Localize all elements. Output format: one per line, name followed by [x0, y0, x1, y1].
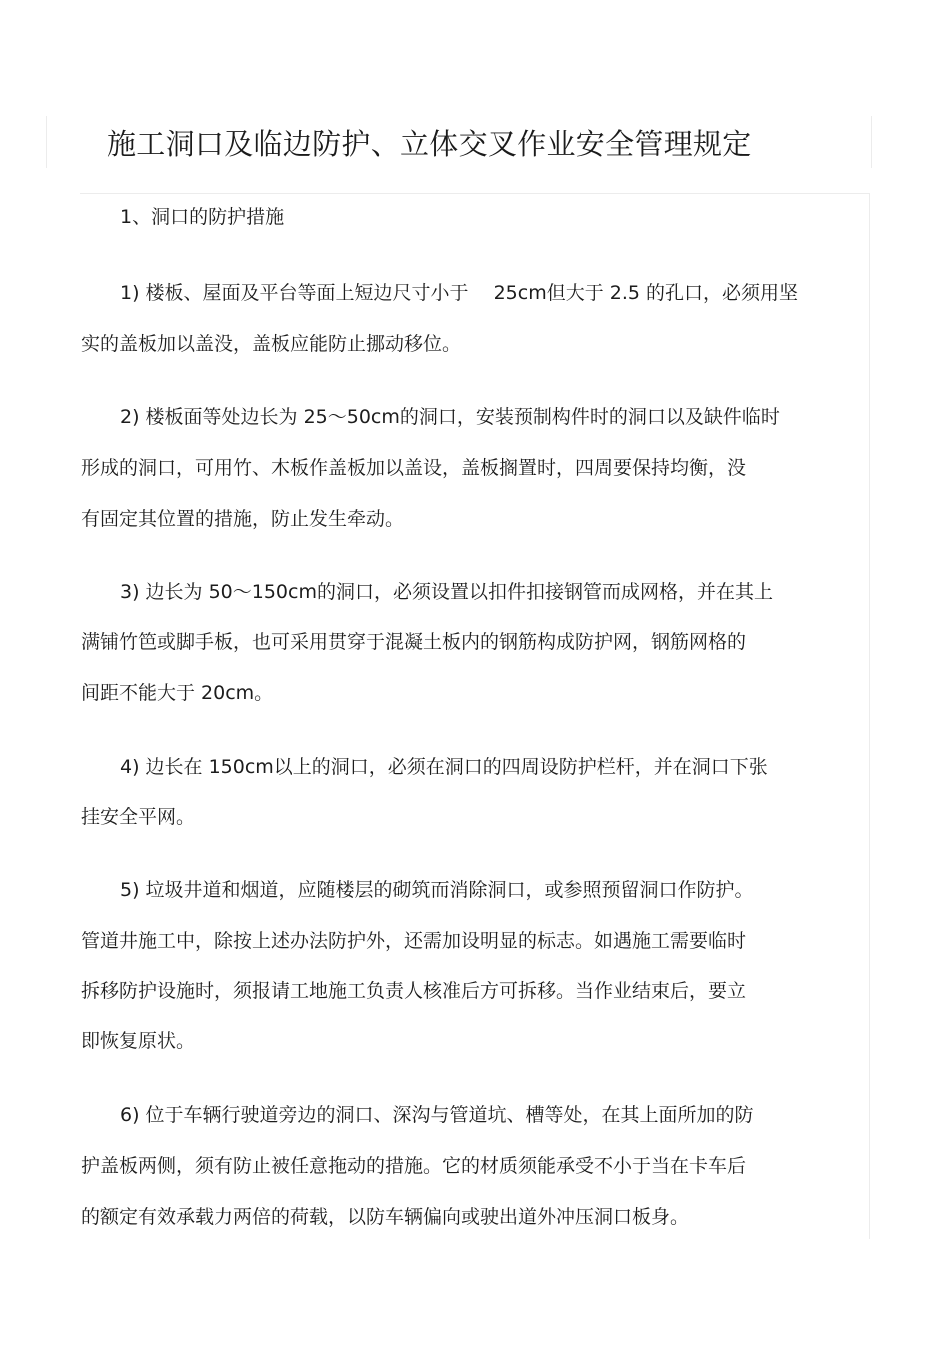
- paragraph-1-line-2: 实的盖板加以盖没，盖板应能防止挪动移位。: [81, 333, 462, 355]
- paragraph-3-line-1: 3) 边长为 50～150cm的洞口，必须设置以扣件扣接钢管而成网格，并在其上: [120, 581, 773, 603]
- section-heading: 1、洞口的防护措施: [120, 206, 285, 228]
- paragraph-3-line-3: 间距不能大于 20cm。: [81, 682, 274, 704]
- paragraph-1-line-1: 1) 楼板、屋面及平台等面上短边尺寸小于 25cm但大于 2.5 的孔口，必须用坚: [120, 282, 799, 304]
- paragraph-2-line-1: 2) 楼板面等处边长为 25～50cm的洞口，安装预制构件时的洞口以及缺件临时: [120, 406, 780, 428]
- paragraph-2-line-3: 有固定其位置的措施，防止发生牵动。: [81, 508, 405, 530]
- paragraph-5-line-3: 拆移防护设施时，须报请工地施工负责人核准后方可拆移。当作业结束后，要立: [81, 980, 747, 1002]
- paragraph-3-line-2: 满铺竹笆或脚手板，也可采用贯穿于混凝土板内的钢筋构成防护网，钢筋网格的: [81, 631, 747, 653]
- paragraph-4-line-1: 4) 边长在 150cm以上的洞口，必须在洞口的四周设防护栏杆，并在洞口下张: [120, 756, 768, 778]
- paragraph-5-line-4: 即恢复原状。: [81, 1030, 196, 1052]
- paragraph-5-line-1: 5) 垃圾井道和烟道，应随楼层的砌筑而消除洞口，或参照预留洞口作防护。: [120, 879, 754, 901]
- paragraph-6-line-3: 的额定有效承载力两倍的荷载，以防车辆偏向或驶出道外冲压洞口板身。: [81, 1206, 690, 1228]
- paragraph-6-line-1: 6) 位于车辆行驶道旁边的洞口、深沟与管道坑、槽等处，在其上面所加的防: [120, 1104, 754, 1126]
- paragraph-4-line-2: 挂安全平网。: [81, 806, 196, 828]
- paragraph-6-line-2: 护盖板两侧，须有防止被任意拖动的措施。它的材质须能承受不小于当在卡车后: [81, 1155, 747, 1177]
- paragraph-5-line-2: 管道井施工中，除按上述办法防护外，还需加设明显的标志。如遇施工需要临时: [81, 930, 747, 952]
- paragraph-2-line-2: 形成的洞口，可用竹、木板作盖板加以盖设，盖板搁置时，四周要保持均衡，没: [81, 457, 747, 479]
- document-title: 施工洞口及临边防护、立体交叉作业安全管理规定: [107, 127, 752, 161]
